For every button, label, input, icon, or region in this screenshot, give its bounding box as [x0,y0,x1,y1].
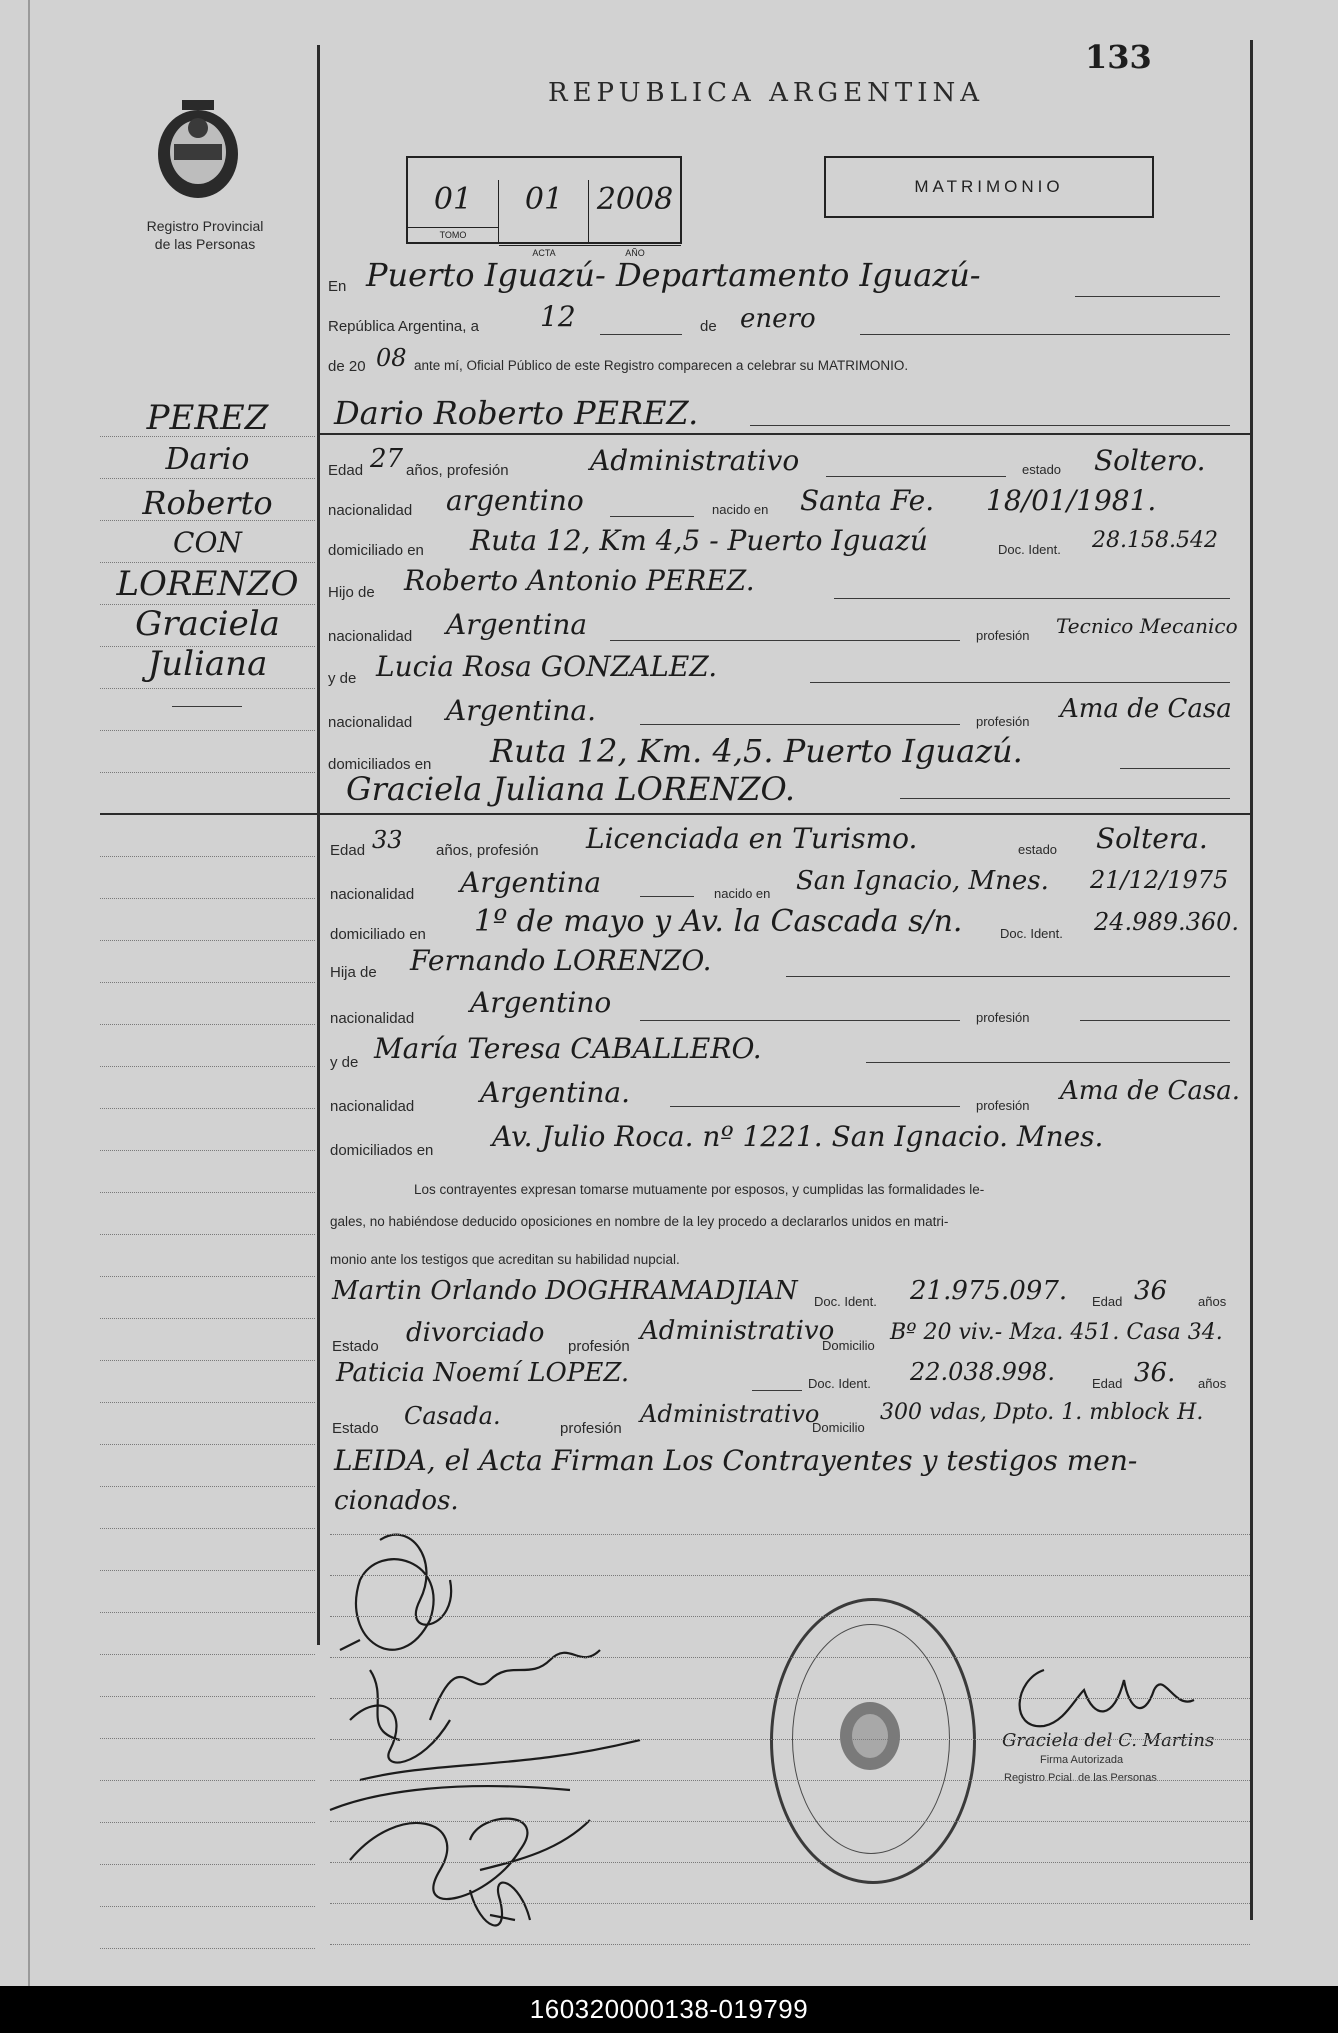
ruled-line [330,1575,1250,1576]
witness1-age: 36 [1134,1276,1168,1306]
groom-estado-label: estado [1022,462,1062,477]
bride-header-rule [100,813,1250,815]
groom-mother: Lucia Rosa GONZALEZ. [376,650,718,683]
witness1-domicilio-label: Domicilio [822,1338,875,1353]
witness2-name-underline [752,1390,802,1391]
witness2-profession: Administrativo [640,1400,820,1428]
margin-bride-surname: LORENZO [116,564,299,604]
ruled-line [100,1864,315,1865]
act-type-box [824,156,1154,218]
witness1-doc-label: Doc. Ident. [814,1294,877,1309]
bride-profesion-label: años, profesión [436,842,539,859]
witness1-anios-label: años [1198,1294,1227,1309]
bride-mother-nacionalidad-label: nacionalidad [330,1098,415,1115]
right-border-line [1250,40,1253,1920]
ruled-line [100,1780,315,1781]
bride-mother-nationality-underline [670,1106,960,1107]
margin-groom-surname: PEREZ [146,398,269,438]
act-place: Puerto Iguazú- Departamento Iguazú- [366,256,981,294]
bride-mother-underline [866,1062,1230,1063]
groom-profession: Administrativo [590,444,800,477]
groom-nacido-label: nacido en [712,502,769,517]
ruled-line [100,1948,315,1949]
groom-father-nacionalidad-label: nacionalidad [328,628,413,645]
ruled-line [100,1822,315,1823]
witness2-doc-label: Doc. Ident. [808,1376,871,1391]
registry-name-line1: Registro Provincial [146,218,264,234]
groom-edad-label: Edad [328,462,364,479]
ruled-line [330,1534,1250,1535]
year-prefix: de 20 [328,358,366,375]
ruled-line [100,1234,315,1235]
witness2-edad-label: Edad [1092,1376,1123,1391]
ruled-line [100,1150,315,1151]
page-number: 133 [1085,38,1152,76]
groom-father-profession: Tecnico Mecanico [1056,614,1238,638]
ruled-line [100,1444,315,1445]
registry-name-line2: de las Personas [154,236,256,252]
ruled-line [100,1906,315,1907]
left-margin-line [28,0,30,1986]
ruled-line [100,772,315,773]
witness1-estado-label: Estado [332,1338,379,1355]
bride-nationality: Argentina [460,866,602,899]
groom-nacionalidad-label: nacionalidad [328,502,413,519]
groom-name-underline [750,425,1230,426]
bride-birthdate: 21/12/1975 [1090,866,1229,894]
witness1-profession: Administrativo [640,1316,835,1346]
groom-mother-nacionalidad-label: nacionalidad [328,714,413,731]
ruled-line [100,940,315,941]
ruled-line [100,982,315,983]
bride-mother: María Teresa CABALLERO. [374,1032,762,1065]
bride-profession: Licenciada en Turismo. [586,822,918,855]
bride-name-underline [900,798,1230,799]
act-type-label: MATRIMONIO [914,177,1064,196]
ante-text: ante mí, Oficial Público de este Registro comparecen a celebrar su MATRIMONIO. [414,358,909,373]
witness1-profesion-label: profesión [568,1338,630,1355]
tomo-label: TOMO [408,227,498,242]
bride-father: Fernando LORENZO. [410,944,712,977]
declaration-line3: monio ante los testigos que acreditan su habilidad nupcial. [330,1252,680,1267]
bride-father-nationality: Argentino [470,986,612,1019]
ruled-line [100,436,315,437]
witness2-anios-label: años [1198,1376,1227,1391]
ruled-line [100,1528,315,1529]
witness2-estado-label: Estado [332,1420,379,1437]
signatures-drawing [320,1520,780,1950]
closing-line1: LEIDA, el Acta Firman Los Contrayentes y testigos men- [334,1444,1138,1477]
ruled-line [100,1612,315,1613]
bride-birthplace: San Ignacio, Mnes. [796,866,1049,896]
act-month: enero [740,304,816,334]
margin-bride-name1: Graciela [135,604,280,644]
groom-birthdate: 18/01/1981. [986,484,1157,517]
witness1-address: Bº 20 viv.- Mza. 451. Casa 34. [890,1320,1223,1345]
bride-full-name: Graciela Juliana LORENZO. [346,770,796,808]
closing-line2: cionados. [334,1486,459,1516]
groom-father: Roberto Antonio PEREZ. [404,564,755,597]
witness1-status: divorciado [406,1318,545,1348]
ruled-line [100,1696,315,1697]
authorized-signer-office: Registro Pcial. de las Personas [1004,1772,1157,1784]
ruled-line [330,1944,1250,1945]
margin-groom-name2: Roberto [142,484,273,522]
groom-mother-nationality-underline [640,724,960,725]
bride-domicilio-label: domiciliado en [330,926,426,943]
ruled-line [330,1903,1250,1904]
groom-header-rule [320,433,1250,435]
ruled-line [330,1657,1250,1658]
bride-mother-profesion-label: profesión [976,1098,1030,1113]
bride-yde-label: y de [330,1054,359,1071]
ruled-line [100,1402,315,1403]
witness2-profesion-label: profesión [560,1420,622,1437]
de-label: de [700,318,717,335]
groom-full-name: Dario Roberto PEREZ. [334,394,699,432]
bride-nacionalidad-label: nacionalidad [330,886,415,903]
margin-con: CON [173,526,242,559]
witness2-name: Paticia Noemí LOPEZ. [336,1358,630,1388]
tomo-cell [408,180,498,240]
groom-doc: 28.158.542 [1092,528,1218,553]
ruled-line [100,562,315,563]
margin-end-dash [172,706,242,707]
country-title: REPUBLICA ARGENTINA [548,78,985,108]
declaration-line2: gales, no habiéndose deducido oposiciones en nombre de la ley procedo a declararlos unidos en matri- [330,1214,949,1229]
groom-address: Ruta 12, Km 4,5 - Puerto Iguazú [470,524,928,557]
ruled-line [100,1570,315,1571]
bride-doc: 24.989.360. [1094,908,1240,936]
groom-father-nationality: Argentina [446,608,588,641]
ruled-line [100,604,315,605]
witness2-doc: 22.038.998. [910,1358,1056,1386]
bride-father-profession-underline [1080,1020,1230,1021]
groom-profession-underline [826,476,1006,477]
document-code: 160320000138-019799 [0,1986,1338,2033]
groom-profesion-label: años, profesión [406,462,509,479]
groom-parents-address-underline [1120,768,1230,769]
groom-yde-label: y de [328,670,357,687]
registry-seal-icon [152,98,244,206]
ruled-line [330,1739,1250,1740]
groom-doc-label: Doc. Ident. [998,542,1061,557]
ruled-line [100,1066,315,1067]
witness2-age: 36. [1134,1358,1176,1388]
ruled-line [100,1360,315,1361]
bride-father-nationality-underline [640,1020,960,1021]
official-stamp-emblem-icon [832,1696,908,1776]
bride-status: Soltera. [1096,822,1208,855]
bride-nationality-underline [640,896,694,897]
bride-mother-profession: Ama de Casa. [1060,1076,1240,1106]
groom-hijo-label: Hijo de [328,584,375,601]
bride-doc-label: Doc. Ident. [1000,926,1063,941]
act-number-box [406,156,682,258]
en-label: En [328,278,347,295]
bride-estado-label: estado [1018,842,1058,857]
witness1-doc: 21.975.097. [910,1276,1068,1306]
ruled-line [100,1486,315,1487]
ruled-line [100,646,315,647]
ruled-line [100,1654,315,1655]
ruled-line [100,520,315,521]
bride-age: 33 [372,826,403,854]
ruled-line [100,1024,315,1025]
witness2-status: Casada. [404,1402,501,1430]
groom-nationality-underline [610,516,694,517]
place-underline [1075,296,1220,297]
anio-cell [588,180,681,258]
bride-mother-nationality: Argentina. [480,1076,630,1109]
groom-father-profesion-label: profesión [976,628,1030,643]
bride-hija-label: Hija de [330,964,377,981]
groom-parents-domicilio-label: domiciliados en [328,756,432,773]
ruled-line [100,1192,315,1193]
groom-status: Soltero. [1094,444,1206,477]
act-year-suffix: 08 [376,344,407,372]
witness2-address: 300 vdas, Dpto. 1. mblock H. [880,1400,1204,1425]
ruled-line [330,1821,1250,1822]
ruled-line [100,730,315,731]
bride-father-nacionalidad-label: nacionalidad [330,1010,415,1027]
anio-label: AÑO [589,245,681,260]
ruled-line [330,1862,1250,1863]
ruled-line [100,898,315,899]
ruled-line [330,1780,1250,1781]
bride-edad-label: Edad [330,842,366,859]
declaration-line1: Los contrayentes expresan tomarse mutuamente por esposos, y cumplidas las formalidades le- [414,1182,985,1197]
bride-father-profesion-label: profesión [976,1010,1030,1025]
witness1-name: Martin Orlando DOGHRAMADJIAN [332,1276,798,1306]
column-divider [317,45,320,1645]
ruled-line [100,1738,315,1739]
groom-domicilio-label: domiciliado en [328,542,424,559]
groom-age: 27 [370,444,404,474]
acta-value: 01 [524,182,564,217]
authorized-signer-name: Graciela del C. Martins [1002,1730,1215,1751]
bride-nacido-label: nacido en [714,886,771,901]
groom-father-underline [834,598,1230,599]
ruled-line [100,856,315,857]
witness2-domicilio-label: Domicilio [812,1420,865,1435]
ruled-line [100,1276,315,1277]
groom-parents-address: Ruta 12, Km. 4,5. Puerto Iguazú. [490,732,1023,770]
acta-cell [498,180,589,258]
authorized-signer-role: Firma Autorizada [1040,1754,1124,1766]
groom-birthplace: Santa Fe. [800,484,935,517]
month-underline [860,334,1230,335]
republica-label: República Argentina, a [328,318,479,335]
anio-value: 2008 [596,182,674,217]
ruled-line [100,478,315,479]
bride-father-underline [786,976,1230,977]
ruled-line [330,1698,1250,1699]
groom-mother-underline [810,682,1230,683]
authorized-signature-drawing [1004,1660,1204,1740]
ruled-line [100,1108,315,1109]
groom-mother-profesion-label: profesión [976,714,1030,729]
ruled-line [100,688,315,689]
margin-groom-name1: Dario [165,442,250,477]
groom-mother-nationality: Argentina. [446,694,596,727]
groom-father-nationality-underline [610,640,960,641]
day-underline [600,334,682,335]
ruled-line [330,1616,1250,1617]
bride-parents-address: Av. Julio Roca. nº 1221. San Ignacio. Mnes. [492,1120,1104,1153]
bride-parents-domicilio-label: domiciliados en [330,1142,434,1159]
bride-address: 1º de mayo y Av. la Cascada s/n. [474,904,963,939]
tomo-value: 01 [433,182,473,217]
acta-label: ACTA [499,245,589,260]
ruled-line [100,1318,315,1319]
groom-mother-profession: Ama de Casa [1060,694,1232,724]
act-day: 12 [540,300,576,333]
margin-bride-name2: Juliana [147,644,268,684]
witness1-edad-label: Edad [1092,1294,1123,1309]
groom-nationality: argentino [446,484,584,517]
